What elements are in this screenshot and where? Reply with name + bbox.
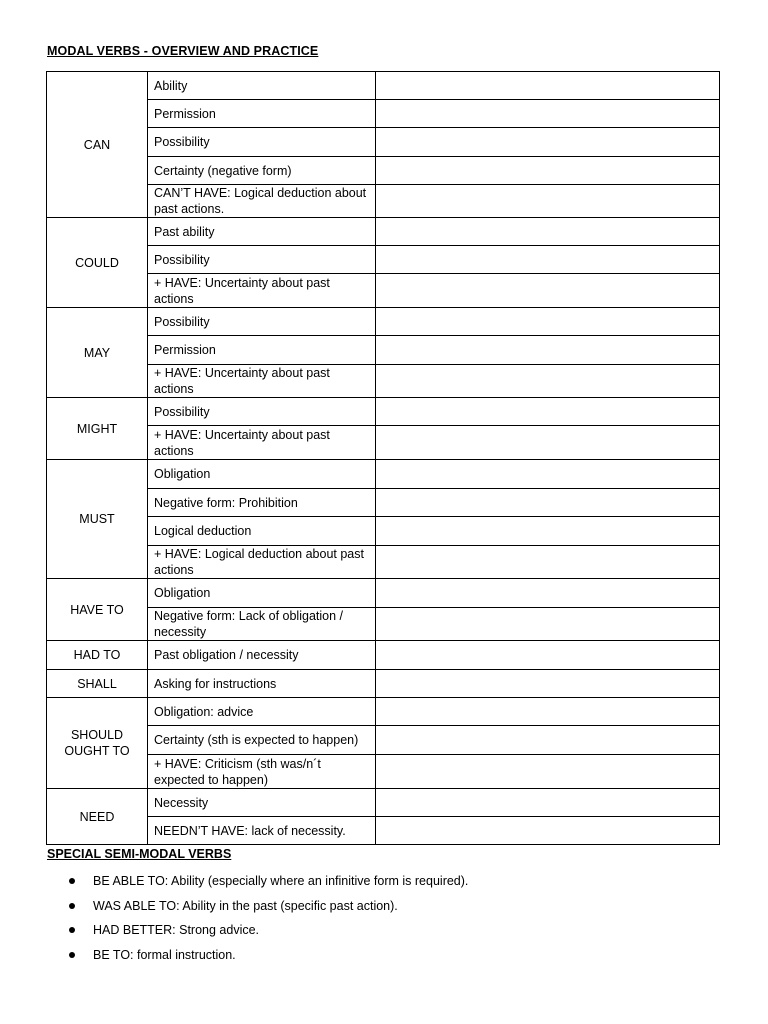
table-row	[47, 755, 720, 789]
use-cell: Obligation	[148, 579, 376, 608]
use-cell: Permission	[148, 336, 376, 365]
use-cell: + HAVE: Logical deduction about past actions	[148, 546, 376, 579]
use-cell: Negative form: Lack of obligation / necessity	[148, 608, 376, 641]
use-cell: Negative form: Prohibition	[148, 489, 376, 517]
answer-cell[interactable]	[376, 218, 720, 246]
table-row	[47, 218, 720, 246]
use-cell: Past ability	[148, 218, 376, 246]
answer-cell[interactable]	[376, 185, 720, 218]
modal-verb-cell	[47, 218, 148, 308]
modal-verb-cell	[47, 72, 148, 218]
table-row	[47, 426, 720, 460]
modal-verb-cell	[47, 579, 148, 641]
modal-verb-label: MAY	[83, 345, 111, 360]
modal-verbs-table	[46, 71, 720, 845]
answer-cell[interactable]	[376, 641, 720, 670]
use-cell: Obligation	[148, 460, 376, 489]
answer-cell[interactable]	[376, 789, 720, 817]
modal-verb-cell	[47, 670, 148, 698]
table-row	[47, 398, 720, 426]
table-row	[47, 546, 720, 579]
bullet-icon	[69, 952, 75, 958]
table-row	[47, 274, 720, 308]
semi-modal-section-title: SPECIAL SEMI-MODAL VERBS	[47, 847, 232, 861]
modal-verb-cell	[47, 308, 148, 398]
list-item-text: BE TO: formal instruction.	[93, 947, 236, 962]
modal-verb-label: MUST	[79, 512, 115, 526]
use-cell: Obligation: advice	[148, 698, 376, 726]
table-row	[47, 365, 720, 398]
table-row	[47, 817, 720, 845]
table-row	[47, 726, 720, 755]
use-cell: Logical deduction	[148, 517, 376, 546]
bullet-icon	[69, 878, 75, 884]
answer-cell[interactable]	[376, 755, 720, 789]
list-item-text: BE ABLE TO: Ability (especially where an infinitive form is required).	[93, 874, 469, 888]
answer-cell[interactable]	[376, 72, 720, 100]
answer-cell[interactable]	[376, 308, 720, 336]
modal-verb-label: HAVE TO	[70, 602, 124, 617]
use-cell: CAN’T HAVE: Logical deduction about past actions.	[148, 185, 376, 218]
answer-cell[interactable]	[376, 460, 720, 489]
list-item	[66, 921, 468, 946]
use-cell: Possibility	[148, 128, 376, 157]
modal-verb-cell	[47, 641, 148, 670]
use-cell: Permission	[148, 100, 376, 128]
answer-cell[interactable]	[376, 157, 720, 185]
answer-cell[interactable]	[376, 579, 720, 608]
table-row	[47, 185, 720, 218]
modal-verb-cell	[47, 789, 148, 845]
table-row	[47, 246, 720, 274]
answer-cell[interactable]	[376, 608, 720, 641]
table-row	[47, 489, 720, 517]
modal-verb-cell	[47, 698, 148, 789]
table-row	[47, 789, 720, 817]
list-item	[66, 946, 468, 971]
document-title: MODAL VERBS - OVERVIEW AND PRACTICE	[47, 44, 319, 58]
answer-cell[interactable]	[376, 365, 720, 398]
use-cell: + HAVE: Criticism (sth was/n´t expected to happen)	[148, 755, 376, 789]
modal-verb-cell	[47, 398, 148, 460]
modal-verb-label: SHOULD	[70, 728, 124, 742]
modal-verb-label: SHALL	[77, 676, 117, 691]
modal-verb-label: OUGHT TO	[64, 744, 130, 758]
use-cell: Past obligation / necessity	[148, 641, 376, 670]
table-row	[47, 641, 720, 670]
use-cell: Possibility	[148, 246, 376, 274]
table-row	[47, 670, 720, 698]
table-row	[47, 308, 720, 336]
answer-cell[interactable]	[376, 489, 720, 517]
list-item-text: HAD BETTER: Strong advice.	[93, 923, 260, 937]
table-row	[47, 698, 720, 726]
use-cell: Necessity	[148, 789, 376, 817]
answer-cell[interactable]	[376, 726, 720, 755]
modal-verb-label: MIGHT	[76, 421, 118, 436]
answer-cell[interactable]	[376, 517, 720, 546]
modal-verb-label: NEED	[79, 809, 115, 824]
table-row	[47, 336, 720, 365]
answer-cell[interactable]	[376, 336, 720, 365]
answer-cell[interactable]	[376, 817, 720, 845]
table-row	[47, 72, 720, 100]
answer-cell[interactable]	[376, 128, 720, 157]
bullet-icon	[69, 903, 75, 909]
modal-verb-label: HAD TO	[73, 648, 121, 662]
use-cell: + HAVE: Uncertainty about past actions	[148, 365, 376, 398]
use-cell: + HAVE: Uncertainty about past actions	[148, 426, 376, 460]
use-cell: Certainty (negative form)	[148, 157, 376, 185]
table-row	[47, 517, 720, 546]
answer-cell[interactable]	[376, 246, 720, 274]
table-row	[47, 100, 720, 128]
semi-modal-list	[66, 872, 468, 970]
list-item-text: WAS ABLE TO: Ability in the past (specific past action).	[93, 898, 398, 913]
answer-cell[interactable]	[376, 100, 720, 128]
use-cell: Ability	[148, 72, 376, 100]
table-row	[47, 608, 720, 641]
table-row	[47, 460, 720, 489]
use-cell: NEEDN’T HAVE: lack of necessity.	[148, 817, 376, 845]
list-item	[66, 897, 468, 922]
answer-cell[interactable]	[376, 546, 720, 579]
answer-cell[interactable]	[376, 398, 720, 426]
modal-verb-label: CAN	[83, 137, 111, 152]
bullet-icon	[69, 927, 75, 933]
answer-cell[interactable]	[376, 670, 720, 698]
answer-cell[interactable]	[376, 698, 720, 726]
table-row	[47, 157, 720, 185]
use-cell: Possibility	[148, 308, 376, 336]
use-cell: + HAVE: Uncertainty about past actions	[148, 274, 376, 308]
table-row	[47, 579, 720, 608]
list-item	[66, 872, 468, 897]
modal-verb-cell	[47, 460, 148, 579]
use-cell: Possibility	[148, 398, 376, 426]
answer-cell[interactable]	[376, 426, 720, 460]
modal-verb-label: COULD	[75, 255, 119, 270]
answer-cell[interactable]	[376, 274, 720, 308]
use-cell: Certainty (sth is expected to happen)	[148, 726, 376, 755]
use-cell: Asking for instructions	[148, 670, 376, 698]
table-row	[47, 128, 720, 157]
